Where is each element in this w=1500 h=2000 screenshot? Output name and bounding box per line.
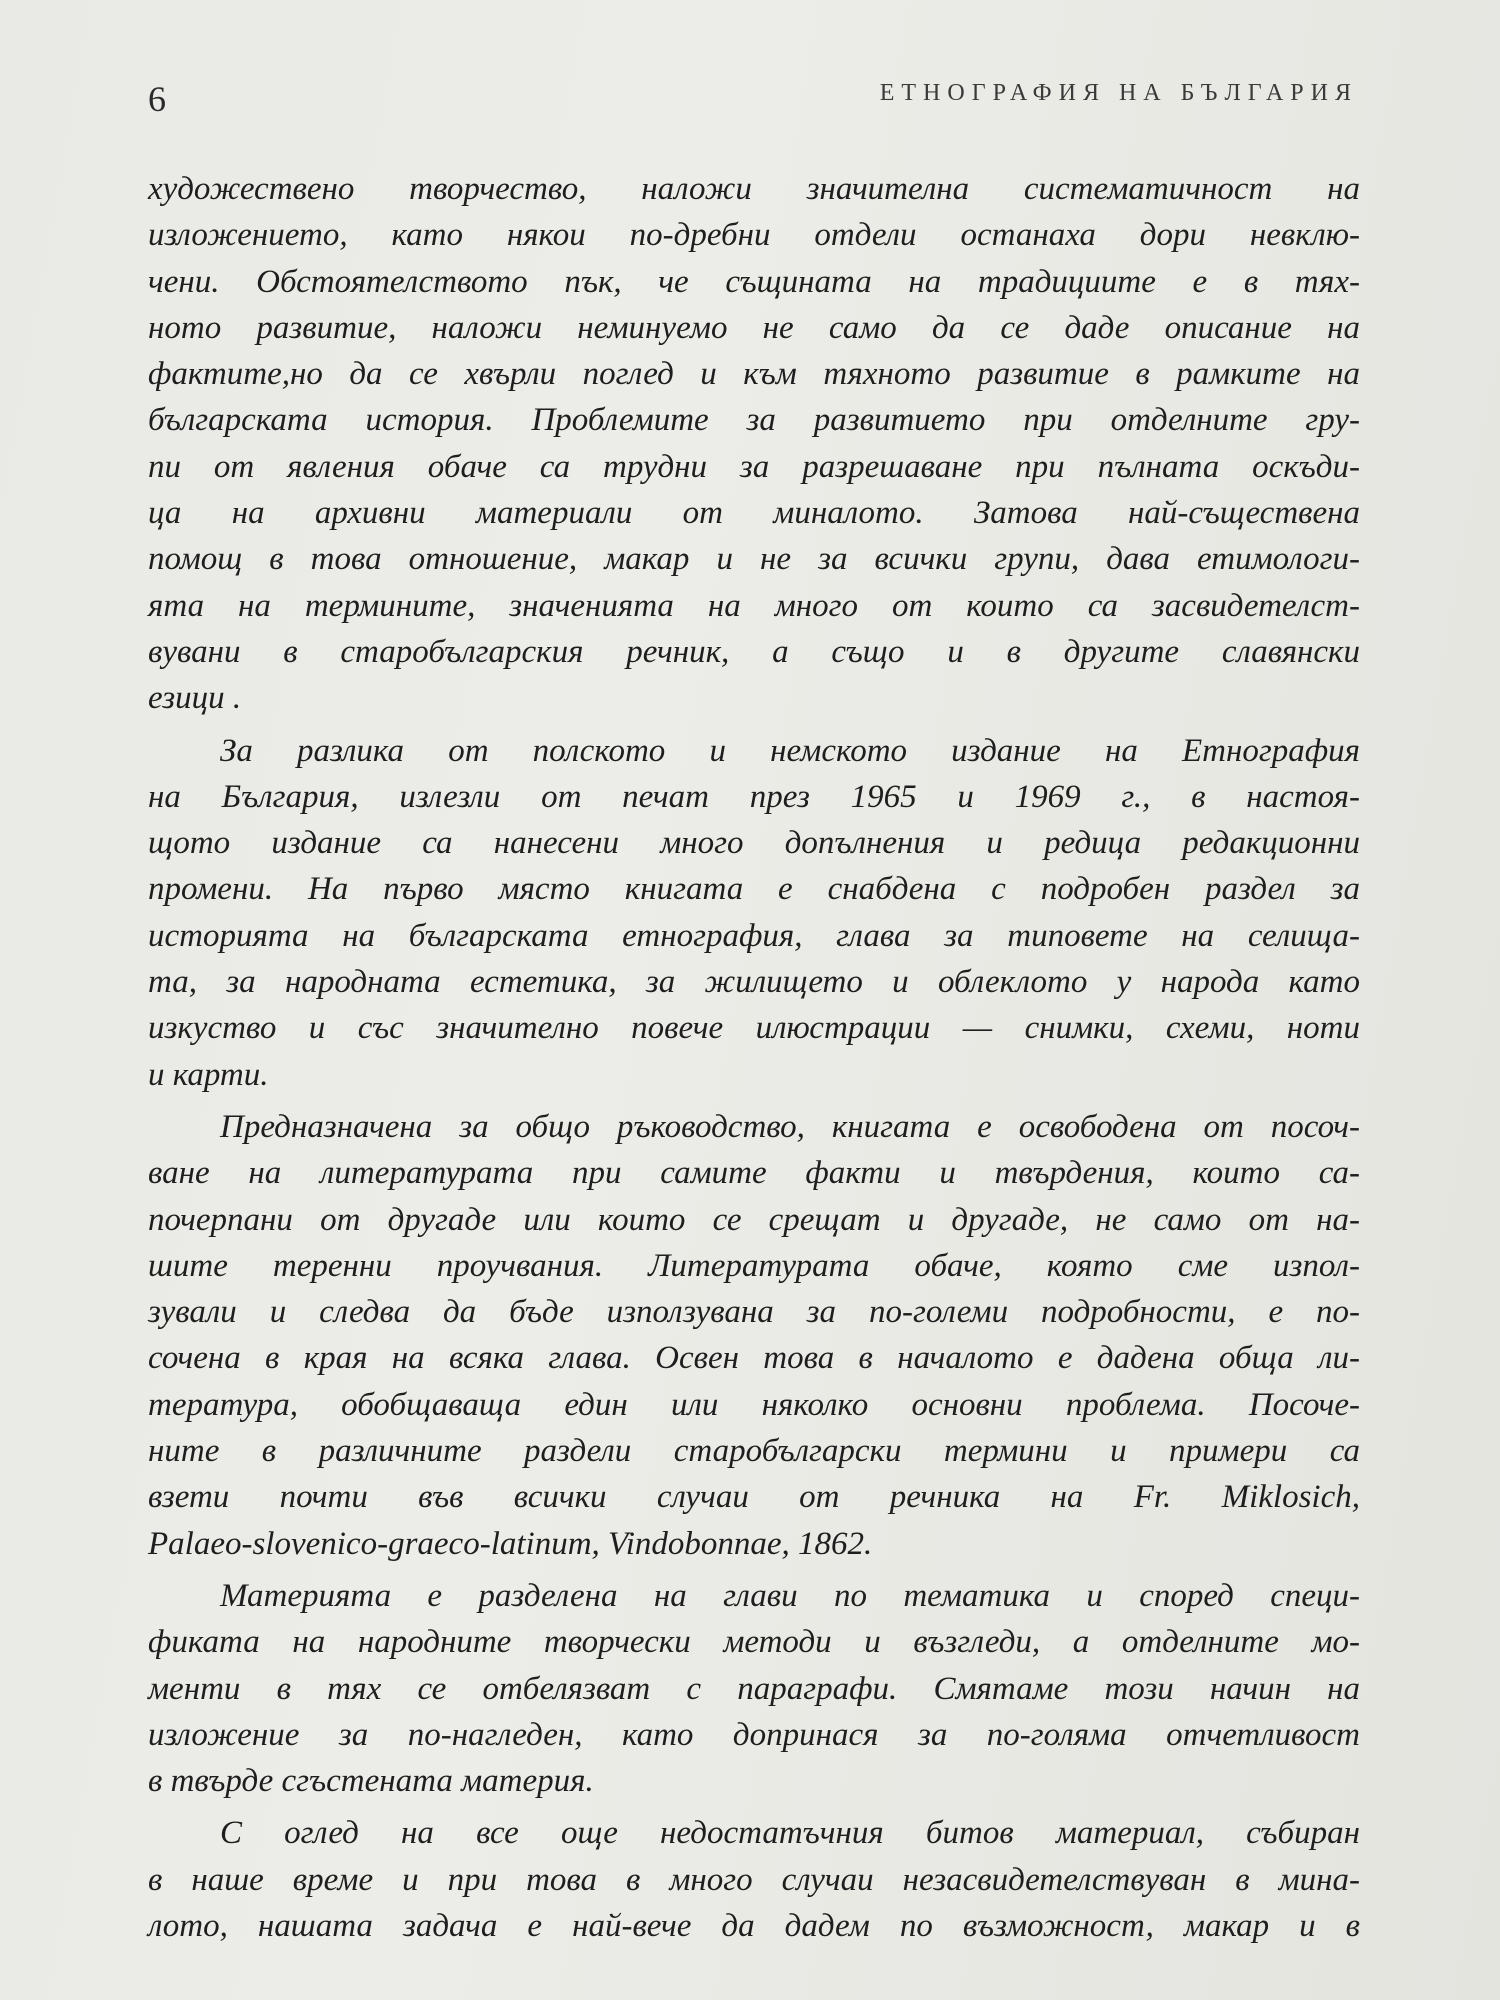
text-line: чени. Обстоятелството пък, че същината на традициите е в тях- — [148, 263, 1360, 300]
text-line: шите теренни проучвания. Литературата обаче, която сме изпол- — [148, 1247, 1360, 1284]
text-line: помощ в това отношение, макар и не за всички групи, дава етимологи- — [148, 541, 1360, 578]
text-line: на България, излезли от печат през 1965 и 1969 г., в настоя- — [148, 778, 1360, 815]
text-line: вувани в старобългарския речник, а също и в другите славянски — [148, 633, 1360, 670]
text-line: ните в различните раздели старобългарски термини и примери са — [148, 1433, 1360, 1470]
text-line: С оглед на все още недостатъчния битов материал, събиран — [220, 1815, 1360, 1852]
paragraph-2 — [148, 728, 1360, 1098]
text-line: почерпани от другаде или които се срещат и другаде, не само от на- — [148, 1201, 1360, 1238]
text-line: ца на архивни материали от миналото. Затова най-съществена — [148, 495, 1360, 532]
text-line: фиката на народните творчески методи и възгледи, а отделните мо- — [148, 1624, 1360, 1661]
text-line: лото, нашата задача е най-вече да дадем по възможност, макар и в — [148, 1907, 1360, 1944]
text-line: За разлика от полското и немското издание на Етнография — [220, 732, 1360, 769]
text-line: менти в тях се отбелязват с параграфи. Смятаме този начин на — [148, 1670, 1360, 1707]
text-line: ята на термините, значенията на много от които са засвидетелст- — [148, 587, 1360, 624]
text-line: изкуство и със значително повече илюстрации — снимки, схеми, ноти — [148, 1010, 1360, 1047]
paragraph-4 — [148, 1573, 1360, 1804]
text-line: фактите,но да се хвърли поглед и към тяхното развитие в рамките на — [148, 356, 1360, 393]
text-line: тература, обобщаваща един или няколко основни проблема. Посоче- — [148, 1386, 1360, 1423]
text-line: художествено творчество, наложи значителна систематичност на — [148, 171, 1360, 207]
text-line: българската история. Проблемите за развитието при отделните гру- — [148, 402, 1360, 439]
text-line: историята на българската етнография, глава за типовете на селища- — [148, 917, 1360, 954]
text-line: ното развитие, наложи неминуемо не само да се даде описание на — [148, 309, 1360, 346]
text-line: пи от явления обаче са трудни за разрешаване при пълната оскъди- — [148, 448, 1360, 485]
text-line: в твърде сгъстената материя. — [148, 1763, 594, 1800]
text-line: езици . — [148, 680, 242, 717]
text-line: та, за народната естетика, за жилището и облеклото у народа като — [148, 964, 1360, 1001]
paragraph-5 — [148, 1810, 1360, 1949]
text-line: Предназначена за общо ръководство, книгата е освободена от посоч- — [220, 1108, 1360, 1145]
text-line: и карти. — [148, 1056, 269, 1093]
page-number: 6 — [148, 79, 166, 119]
running-title: ЕТНОГРАФИЯ НА БЪЛГАРИЯ — [879, 80, 1358, 106]
text-line: изложението, като някои по-дребни отдели останаха дори невклю- — [148, 217, 1360, 254]
text-line: Palaeo-slovenico-graeco-latinum, Vindobonnae, 1862. — [148, 1525, 873, 1562]
body-text — [148, 166, 1360, 1949]
text-line: Материята е разделена на глави по тематика и според специ- — [220, 1577, 1360, 1614]
text-line: взети почти във всички случаи от речника на Fr. Miklosich, — [148, 1479, 1360, 1516]
paragraph-3 — [148, 1104, 1360, 1567]
paragraph-1 — [148, 166, 1360, 722]
text-line: зували и следва да бъде използувана за по-големи подробности, е по- — [148, 1294, 1360, 1331]
text-line: изложение за по-нагледен, като допринася за по-голяма отчетливост — [148, 1716, 1360, 1753]
text-line: щото издание са нанесени много допълнения и редица редакционни — [148, 825, 1360, 862]
text-line: промени. На първо място книгата е снабдена с подробен раздел за — [148, 871, 1360, 908]
text-line: в наше време и при това в много случаи незасвидетелствуван в мина- — [148, 1861, 1360, 1898]
text-line: ване на литературата при самите факти и твърдения, които са- — [148, 1155, 1360, 1192]
text-line: сочена в края на всяка глава. Освен това в началото е дадена обща ли- — [148, 1340, 1360, 1377]
